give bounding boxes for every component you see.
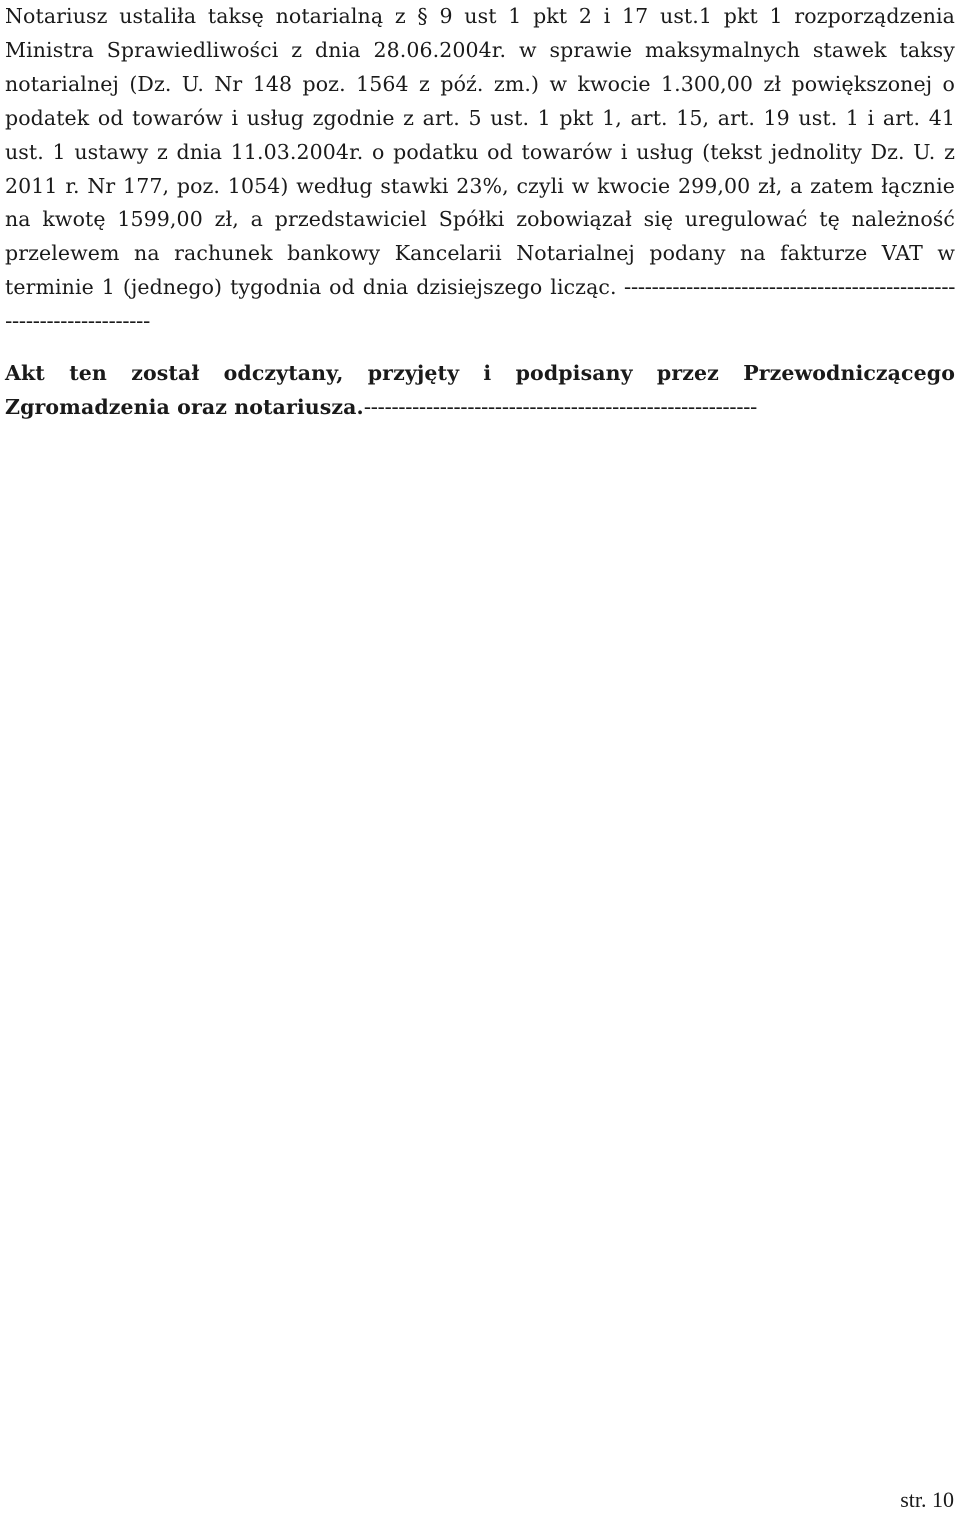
dash-filler: --------------------------------------------------------- [363,394,757,419]
dash-filler: --------------------------------------------------------------------- [5,275,955,334]
closing-statement-text: Akt ten został odczytany, przyjęty i podpisany przez Przewodniczącego Zgromadzenia oraz notariusza. [5,361,955,419]
notarial-fee-paragraph [5,0,955,339]
notarial-fee-text: Notariusz ustaliła taksę notarialną z § 9 ust 1 pkt 2 i 17 ust.1 pkt 1 rozporządzenia Ministra Sprawiedliwości z dnia 28.06.2004r. w sprawie maksymalnych stawek taksy notarialnej (Dz. U. Nr 148 poz. 1564 z póź. zm.) w kwocie 1.300,00 zł powiększonej o podatek od towarów i usług zgodnie z art. 5 ust. 1 pkt 1, art. 15, art. 19 ust. 1 i art. 41 ust. 1 ustawy z dnia 11.03.2004r. o podatku od towarów i usług (tekst jednolity Dz. U. z 2011 r. Nr 177, poz. 1054) według stawki 23%, czyli w kwocie 299,00 zł, a zatem łącznie na kwotę 1599,00 zł, a przedstawiciel Spółki zobowiązał się uregulować tę należność przelewem na rachunek bankowy Kancelarii Notarialnej podany na fakturze VAT w terminie 1 (jednego) tygodnia od dnia dzisiejszego licząc. [5,4,955,300]
document-page [5,0,955,425]
closing-statement-paragraph [5,357,955,425]
page-number: str. 10 [900,1487,954,1512]
